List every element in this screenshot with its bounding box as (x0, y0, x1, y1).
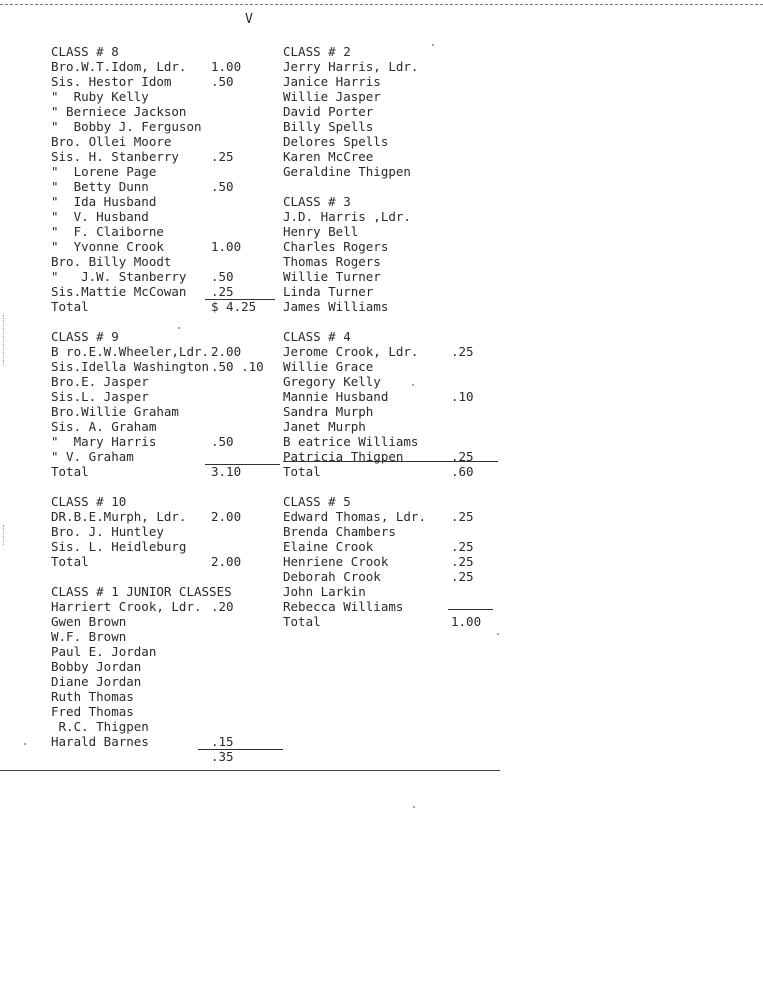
member-row (51, 539, 281, 554)
member-name: Sis. A. Graham (51, 419, 157, 434)
member-row (283, 299, 503, 314)
speck (412, 384, 414, 386)
contribution-amount: 1.00 (211, 239, 242, 254)
member-name: Diane Jordan (51, 674, 142, 689)
contribution-amount: 3.10 (211, 464, 242, 479)
member-name: " Mary Harris (51, 434, 157, 449)
contribution-amount: 2.00 (211, 509, 242, 524)
member-name: Harriert Crook, Ldr. (51, 599, 202, 614)
member-row (51, 749, 281, 764)
member-row (51, 509, 281, 524)
total-rule (205, 299, 275, 300)
speck (497, 633, 499, 635)
member-name: Bro. Ollei Moore (51, 134, 172, 149)
member-name: Total (51, 299, 89, 314)
contribution-amount: .50 (211, 179, 234, 194)
member-name: Total (51, 554, 89, 569)
member-row (51, 404, 281, 419)
member-name: Linda Turner (283, 284, 374, 299)
member-row (283, 359, 503, 374)
member-row (283, 254, 503, 269)
total-row (283, 464, 503, 479)
member-name: Mannie Husband (283, 389, 389, 404)
member-name: Ruth Thomas (51, 689, 134, 704)
member-name: Sis. Hestor Idom (51, 74, 172, 89)
member-name: Henry Bell (283, 224, 359, 239)
member-name: " V. Husband (51, 209, 149, 224)
contribution-amount: $ 4.25 (211, 299, 257, 314)
contribution-amount: .50 (211, 269, 234, 284)
member-name: John Larkin (283, 584, 366, 599)
member-row (283, 554, 503, 569)
page-mark: V (245, 12, 253, 27)
member-name: Gregory Kelly (283, 374, 381, 389)
contribution-amount: .20 (211, 599, 234, 614)
class-heading (51, 44, 281, 59)
total-rule (448, 609, 493, 610)
member-row (51, 674, 281, 689)
contribution-amount: 2.00 (211, 344, 242, 359)
speck (24, 743, 26, 745)
top-rule (0, 4, 763, 5)
member-row (283, 344, 503, 359)
total-rule (205, 464, 280, 465)
member-name: Deborah Crook (283, 569, 381, 584)
class-title: CLASS # 4 (283, 329, 351, 344)
contribution-amount: .25 (211, 149, 234, 164)
total-row (51, 554, 281, 569)
member-name: Sis.L. Jasper (51, 389, 149, 404)
contribution-amount: .15 (211, 734, 234, 749)
class-heading (283, 44, 503, 59)
member-row (283, 569, 503, 584)
member-row (283, 224, 503, 239)
member-row (283, 584, 503, 599)
member-name: W.F. Brown (51, 629, 127, 644)
left-column (51, 44, 281, 764)
member-row (51, 134, 281, 149)
member-name: Gwen Brown (51, 614, 127, 629)
class-title: CLASS # 2 (283, 44, 351, 59)
member-row (51, 179, 281, 194)
member-row (283, 164, 503, 179)
member-row (51, 194, 281, 209)
member-name: Edward Thomas, Ldr. (283, 509, 426, 524)
member-name: " Lorene Page (51, 164, 157, 179)
member-name: Willie Grace (283, 359, 374, 374)
contribution-amount: .50 (211, 434, 234, 449)
member-name: Sis. H. Stanberry (51, 149, 179, 164)
member-row (51, 374, 281, 389)
contribution-amount: 2.00 (211, 554, 242, 569)
member-name: " Yvonne Crook (51, 239, 164, 254)
member-name: Jerry Harris, Ldr. (283, 59, 419, 74)
member-name: Bobby Jordan (51, 659, 142, 674)
contribution-amount: .35 (211, 749, 234, 764)
right-column (283, 44, 503, 629)
member-name: " Ruby Kelly (51, 89, 149, 104)
member-name: " Bobby J. Ferguson (51, 119, 202, 134)
member-name: Willie Turner (283, 269, 381, 284)
member-row (51, 734, 281, 749)
member-name: DR.B.E.Murph, Ldr. (51, 509, 187, 524)
member-row (51, 239, 281, 254)
member-row (51, 449, 281, 464)
member-name: Jerome Crook, Ldr. (283, 344, 419, 359)
spacer-row (51, 479, 281, 494)
member-name: " J.W. Stanberry (51, 269, 187, 284)
member-name: Billy Spells (283, 119, 374, 134)
member-row (283, 599, 503, 614)
member-row (283, 284, 503, 299)
member-name: Paul E. Jordan (51, 644, 157, 659)
member-name: Total (283, 614, 321, 629)
member-row (51, 104, 281, 119)
contribution-amount: .25 (451, 569, 474, 584)
class-title: CLASS # 1 JUNIOR CLASSES (51, 584, 232, 599)
class-title: CLASS # 5 (283, 494, 351, 509)
contribution-amount: .25 (451, 449, 474, 464)
contribution-amount: 1.00 (451, 614, 482, 629)
bottom-rule (0, 770, 500, 771)
member-row (51, 434, 281, 449)
member-row (51, 119, 281, 134)
spacer-row (51, 314, 281, 329)
class-title: CLASS # 3 (283, 194, 351, 209)
member-name: Bro.W.T.Idom, Ldr. (51, 59, 187, 74)
class-title: CLASS # 9 (51, 329, 119, 344)
member-name: R.C. Thigpen (51, 719, 149, 734)
member-row (283, 209, 503, 224)
member-row (283, 419, 503, 434)
member-row (283, 524, 503, 539)
member-row (283, 149, 503, 164)
margin-mark (3, 315, 4, 365)
member-name: Henriene Crook (283, 554, 389, 569)
class-heading (283, 329, 503, 344)
class-heading (51, 494, 281, 509)
member-name: " F. Claiborne (51, 224, 164, 239)
member-row (51, 254, 281, 269)
member-row (51, 659, 281, 674)
member-row (51, 689, 281, 704)
member-name: Sis.Mattie McCowan (51, 284, 187, 299)
member-name: Brenda Chambers (283, 524, 396, 539)
member-row (51, 89, 281, 104)
member-name: Charles Rogers (283, 239, 389, 254)
contribution-amount: .25 (211, 284, 234, 299)
contribution-amount: .50 (211, 74, 234, 89)
member-row (283, 374, 503, 389)
member-row (51, 614, 281, 629)
total-rule (198, 749, 283, 750)
member-row (283, 269, 503, 284)
member-row (283, 59, 503, 74)
member-name: " V. Graham (51, 449, 134, 464)
contribution-amount: .10 (451, 389, 474, 404)
spacer-row (283, 314, 503, 329)
member-row (51, 74, 281, 89)
member-row (51, 164, 281, 179)
member-row (283, 104, 503, 119)
member-name: Delores Spells (283, 134, 389, 149)
member-name: " Ida Husband (51, 194, 157, 209)
member-row (51, 344, 281, 359)
member-row (51, 704, 281, 719)
total-row (283, 614, 503, 629)
speck (178, 327, 180, 329)
total-row (51, 464, 281, 479)
contribution-amount: 1.00 (211, 59, 242, 74)
member-name: Bro.E. Jasper (51, 374, 149, 389)
member-name: Thomas Rogers (283, 254, 381, 269)
member-name: " Betty Dunn (51, 179, 149, 194)
member-name: Elaine Crook (283, 539, 374, 554)
member-name: Janice Harris (283, 74, 381, 89)
member-name: Bro.Willie Graham (51, 404, 179, 419)
class-heading (283, 494, 503, 509)
member-name: B ro.E.W.Wheeler,Ldr. (51, 344, 210, 359)
member-name: J.D. Harris ,Ldr. (283, 209, 411, 224)
member-row (283, 539, 503, 554)
member-name: Fred Thomas (51, 704, 134, 719)
member-name: Total (283, 464, 321, 479)
member-name: Karen McCree (283, 149, 374, 164)
member-name: Sis. L. Heidleburg (51, 539, 187, 554)
member-name: Harald Barnes (51, 734, 149, 749)
member-name: Patricia Thigpen (283, 449, 404, 464)
spacer-row (283, 479, 503, 494)
speck (413, 806, 415, 808)
member-name: B eatrice Williams (283, 434, 419, 449)
contribution-amount: .25 (451, 539, 474, 554)
member-row (51, 719, 281, 734)
member-name: " Berniece Jackson (51, 104, 187, 119)
member-row (51, 269, 281, 284)
total-rule (283, 461, 498, 462)
member-row (51, 419, 281, 434)
spacer-row (51, 569, 281, 584)
contribution-amount: .60 (451, 464, 474, 479)
member-name: Sandra Murph (283, 404, 374, 419)
class-heading (51, 329, 281, 344)
member-row (283, 239, 503, 254)
member-row (51, 149, 281, 164)
class-title: CLASS # 10 (51, 494, 127, 509)
member-row (51, 629, 281, 644)
member-name: Sis.Idella Washington (51, 359, 210, 374)
member-row (51, 524, 281, 539)
member-row (283, 119, 503, 134)
member-name: Janet Murph (283, 419, 366, 434)
class-title: CLASS # 8 (51, 44, 119, 59)
member-name: Willie Jasper (283, 89, 381, 104)
member-row (51, 389, 281, 404)
margin-mark (3, 525, 4, 545)
member-row (51, 59, 281, 74)
member-name: Bro. Billy Moodt (51, 254, 172, 269)
member-name: Total (51, 464, 89, 479)
contribution-amount: .25 (451, 344, 474, 359)
member-row (283, 509, 503, 524)
class-heading (283, 194, 503, 209)
member-row (51, 599, 281, 614)
member-name: Bro. J. Huntley (51, 524, 164, 539)
member-row (283, 389, 503, 404)
class-heading (51, 584, 281, 599)
contribution-amount: .50 .10 (211, 359, 264, 374)
member-name: James Williams (283, 299, 389, 314)
member-row (283, 74, 503, 89)
total-row (51, 299, 281, 314)
spacer-row (283, 179, 503, 194)
speck (432, 44, 434, 46)
member-name: David Porter (283, 104, 374, 119)
member-name: Geraldine Thigpen (283, 164, 411, 179)
member-row (51, 284, 281, 299)
member-row (51, 224, 281, 239)
member-row (283, 134, 503, 149)
member-row (283, 434, 503, 449)
contribution-amount: .25 (451, 554, 474, 569)
member-row (283, 404, 503, 419)
member-name: Rebecca Williams (283, 599, 404, 614)
contribution-amount: .25 (451, 509, 474, 524)
member-row (283, 89, 503, 104)
member-row (51, 644, 281, 659)
member-row (51, 209, 281, 224)
member-row (51, 359, 281, 374)
